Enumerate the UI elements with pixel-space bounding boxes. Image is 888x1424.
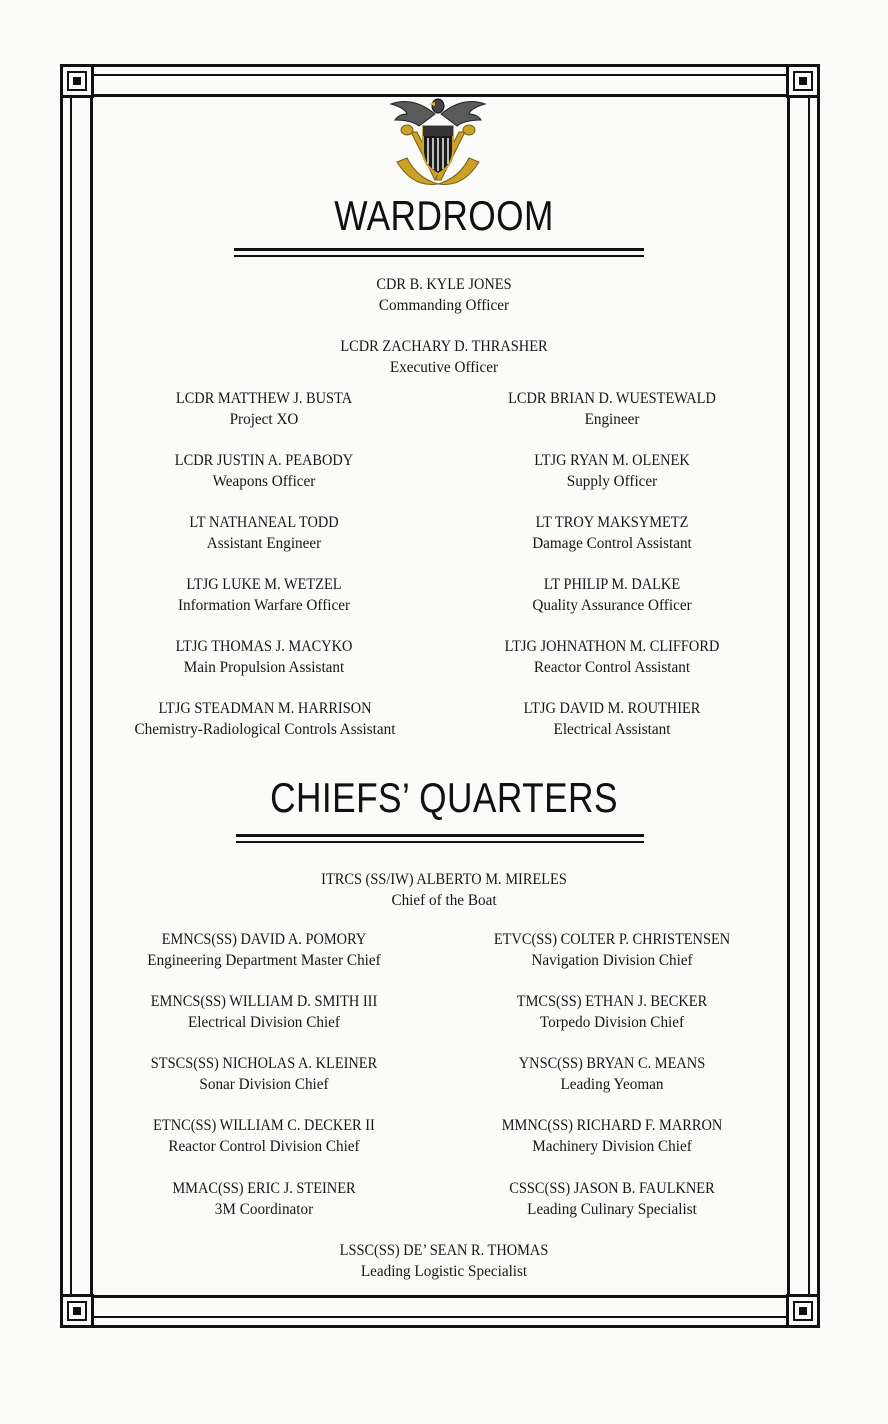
chief-name: ETNC(SS) WILLIAM C. DECKER II bbox=[153, 1117, 375, 1134]
chiefs-right-entry bbox=[447, 991, 777, 1033]
chief-of-the-boat-entry bbox=[279, 869, 609, 911]
chief-name: CSSC(SS) JASON B. FAULKNER bbox=[509, 1180, 715, 1197]
chief-name: ITRCS (SS/IW) ALBERTO M. MIRELES bbox=[321, 871, 567, 888]
wardroom-left-entry bbox=[99, 636, 429, 678]
chiefs-divider bbox=[236, 834, 644, 843]
chief-role: Leading Logistic Specialist bbox=[360, 1263, 528, 1280]
chief-name: YNSC(SS) BRYAN C. MEANS bbox=[518, 1055, 706, 1072]
chief-name: TMCS(SS) ETHAN J. BECKER bbox=[516, 993, 708, 1010]
executive-officer-entry bbox=[279, 336, 609, 378]
wardroom-heading: WARDROOM bbox=[334, 192, 554, 239]
officer-role: Electrical Assistant bbox=[553, 721, 671, 738]
wardroom-left-entry bbox=[99, 512, 429, 554]
chief-role: Leading Yeoman bbox=[560, 1076, 664, 1093]
chiefs-right-entry bbox=[447, 1053, 777, 1095]
chief-role: Navigation Division Chief bbox=[531, 952, 693, 969]
officer-name: LTJG RYAN M. OLENEK bbox=[534, 452, 690, 469]
chiefs-left-entry bbox=[99, 1178, 429, 1220]
leading-logistic-specialist-entry bbox=[279, 1240, 609, 1282]
officer-role: Chemistry-Radiological Controls Assistant bbox=[134, 721, 396, 738]
chief-name: MMAC(SS) ERIC J. STEINER bbox=[172, 1180, 356, 1197]
chief-role: Chief of the Boat bbox=[391, 892, 497, 909]
officer-name: LTJG STEADMAN M. HARRISON bbox=[158, 700, 372, 717]
wardroom-left-entry bbox=[99, 388, 429, 430]
chiefs-left-entry bbox=[99, 991, 429, 1033]
officer-role: Damage Control Assistant bbox=[532, 535, 692, 552]
officer-name: LTJG THOMAS J. MACYKO bbox=[175, 638, 353, 655]
chiefs-quarters-heading: CHIEFS’ QUARTERS bbox=[270, 774, 618, 821]
wardroom-divider bbox=[234, 248, 644, 257]
wardroom-right-entry bbox=[447, 636, 777, 678]
commanding-officer-entry bbox=[279, 274, 609, 316]
chief-role: 3M Coordinator bbox=[214, 1201, 314, 1218]
chief-name: ETVC(SS) COLTER P. CHRISTENSEN bbox=[493, 931, 731, 948]
officer-role: Quality Assurance Officer bbox=[532, 597, 692, 614]
officer-name: LTJG LUKE M. WETZEL bbox=[186, 576, 342, 593]
wardroom-right-entry bbox=[447, 512, 777, 554]
officer-name: LT NATHANEAL TODD bbox=[189, 514, 339, 531]
officer-name: LCDR ZACHARY D. THRASHER bbox=[340, 338, 548, 355]
chief-role: Engineering Department Master Chief bbox=[147, 952, 381, 969]
navy-officer-eagle-crest-icon bbox=[383, 92, 493, 192]
wardroom-left-entry bbox=[99, 574, 429, 616]
chief-role: Machinery Division Chief bbox=[532, 1138, 692, 1155]
chief-role: Torpedo Division Chief bbox=[539, 1014, 685, 1031]
corner-ornament-bottom-left bbox=[60, 1294, 94, 1328]
officer-name: CDR B. KYLE JONES bbox=[376, 276, 512, 293]
officer-name: LT TROY MAKSYMETZ bbox=[535, 514, 689, 531]
chief-name: LSSC(SS) DE’ SEAN R. THOMAS bbox=[339, 1242, 549, 1259]
wardroom-right-entry bbox=[447, 574, 777, 616]
officer-name: LCDR BRIAN D. WUESTEWALD bbox=[508, 390, 716, 407]
officer-role: Project XO bbox=[229, 411, 299, 428]
wardroom-left-entry bbox=[97, 698, 433, 740]
officer-name: LT PHILIP M. DALKE bbox=[543, 576, 681, 593]
chiefs-left-entry bbox=[99, 1115, 429, 1157]
chiefs-right-entry bbox=[447, 1115, 777, 1157]
wardroom-right-entry bbox=[447, 388, 777, 430]
chief-role: Reactor Control Division Chief bbox=[168, 1138, 360, 1155]
wardroom-left-entry bbox=[99, 450, 429, 492]
corner-ornament-top-right bbox=[786, 64, 820, 98]
wardroom-right-entry bbox=[447, 698, 777, 740]
officer-role: Reactor Control Assistant bbox=[533, 659, 691, 676]
chief-name: EMNCS(SS) DAVID A. POMORY bbox=[161, 931, 367, 948]
chief-role: Leading Culinary Specialist bbox=[527, 1201, 697, 1218]
officer-name: LTJG DAVID M. ROUTHIER bbox=[523, 700, 701, 717]
chief-name: STSCS(SS) NICHOLAS A. KLEINER bbox=[150, 1055, 378, 1072]
officer-name: LCDR JUSTIN A. PEABODY bbox=[174, 452, 354, 469]
officer-role: Executive Officer bbox=[389, 359, 499, 376]
wardroom-right-entry bbox=[447, 450, 777, 492]
officer-role: Engineer bbox=[584, 411, 640, 428]
officer-role: Main Propulsion Assistant bbox=[183, 659, 345, 676]
chief-role: Sonar Division Chief bbox=[199, 1076, 329, 1093]
chiefs-right-entry bbox=[447, 929, 777, 971]
officer-role: Weapons Officer bbox=[212, 473, 316, 490]
chief-role: Electrical Division Chief bbox=[188, 1014, 340, 1031]
chief-name: MMNC(SS) RICHARD F. MARRON bbox=[501, 1117, 723, 1134]
corner-ornament-top-left bbox=[60, 64, 94, 98]
chief-name: EMNCS(SS) WILLIAM D. SMITH III bbox=[150, 993, 378, 1010]
chiefs-left-entry bbox=[99, 929, 429, 971]
officer-role: Information Warfare Officer bbox=[177, 597, 351, 614]
chiefs-right-entry bbox=[447, 1178, 777, 1220]
officer-role: Supply Officer bbox=[566, 473, 658, 490]
corner-ornament-bottom-right bbox=[786, 1294, 820, 1328]
officer-name: LTJG JOHNATHON M. CLIFFORD bbox=[504, 638, 720, 655]
officer-role: Assistant Engineer bbox=[206, 535, 322, 552]
officer-name: LCDR MATTHEW J. BUSTA bbox=[175, 390, 353, 407]
officer-role: Commanding Officer bbox=[378, 297, 510, 314]
chiefs-left-entry bbox=[99, 1053, 429, 1095]
